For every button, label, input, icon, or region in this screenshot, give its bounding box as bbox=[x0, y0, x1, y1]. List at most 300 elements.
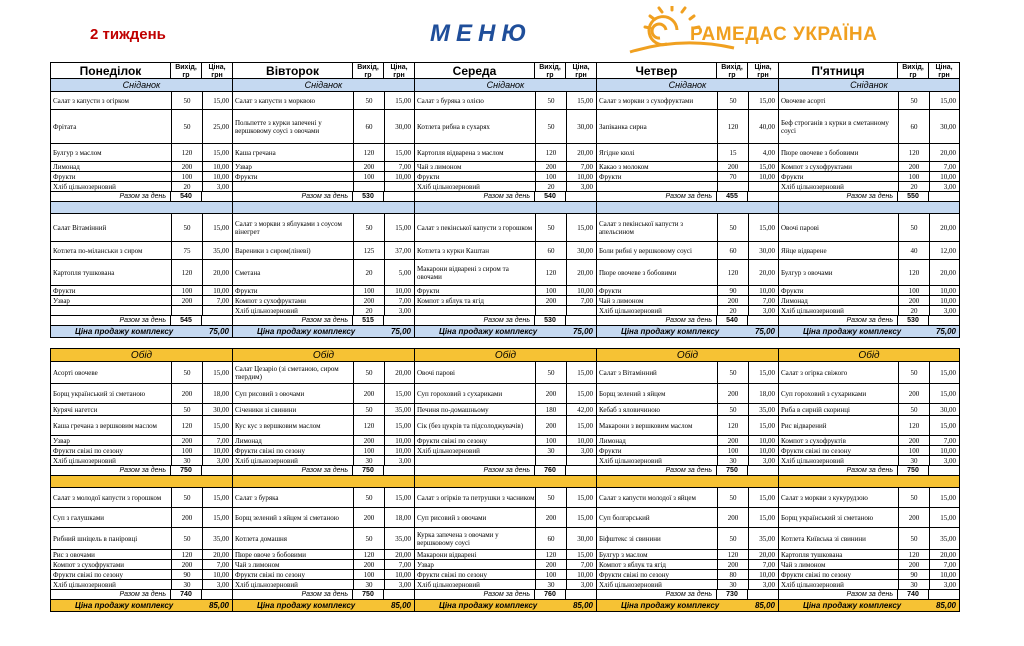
dish-price: 15,00 bbox=[202, 416, 232, 435]
dish-price: 30,00 bbox=[566, 242, 596, 259]
portion-grams: 75 bbox=[171, 242, 202, 259]
dish-price: 3,00 bbox=[202, 456, 232, 465]
dish-price: 15,00 bbox=[202, 214, 232, 241]
portion-grams: 20 bbox=[353, 260, 384, 285]
portion-grams: 200 bbox=[535, 508, 566, 527]
dish-price: 15,00 bbox=[929, 92, 959, 109]
dish-name: Фрітата bbox=[53, 122, 77, 131]
daily-total-value: 530 bbox=[897, 316, 928, 325]
dish-name: Салат Вітамінний bbox=[53, 223, 107, 232]
dish-price bbox=[566, 306, 596, 315]
portion-grams: 60 bbox=[535, 242, 566, 259]
menu-item-row bbox=[233, 172, 414, 182]
daily-total-label: Разом за день bbox=[301, 591, 348, 598]
daily-total-row bbox=[597, 316, 778, 326]
dish-name: Беф строганів з курки в сметанному соусі bbox=[781, 118, 889, 135]
complex-price-label: Ціна продажу комплексу bbox=[75, 601, 174, 610]
section-breakfast-label: Сніданок bbox=[51, 79, 232, 92]
menu-item-row bbox=[415, 528, 596, 550]
dish-price: 7,00 bbox=[929, 560, 959, 569]
day-header bbox=[51, 62, 232, 79]
dish-price: 10,00 bbox=[748, 436, 778, 445]
dish-price: 15,00 bbox=[566, 488, 596, 507]
portion-grams: 200 bbox=[898, 162, 929, 171]
menu-item-row bbox=[415, 488, 596, 508]
dish-price: 4,00 bbox=[748, 144, 778, 161]
dish-price: 7,00 bbox=[384, 560, 414, 569]
portion-grams: 120 bbox=[353, 416, 384, 435]
portion-grams: 50 bbox=[535, 92, 566, 109]
dish-price bbox=[384, 182, 414, 191]
dish-price: 3,00 bbox=[566, 446, 596, 455]
portion-grams: 50 bbox=[898, 488, 929, 507]
portion-grams: 100 bbox=[535, 570, 566, 579]
complex-price-label: Ціна продажу комплексу bbox=[621, 327, 720, 336]
complex-price-value: 85,00 bbox=[935, 601, 956, 610]
dish-name bbox=[597, 182, 717, 191]
menu-item-row bbox=[51, 362, 232, 384]
daily-total-value: 750 bbox=[352, 590, 383, 599]
dish-price: 15,00 bbox=[384, 384, 414, 403]
portion-grams: 200 bbox=[171, 384, 202, 403]
dish-name: Чай з лимоном bbox=[235, 560, 280, 569]
dish-price: 20,00 bbox=[929, 550, 959, 559]
dish-name: Фрукти свіжі по сезону bbox=[781, 570, 852, 579]
dish-name: Польпетте з курки запечені у вершковому соусі з овочами bbox=[235, 118, 322, 135]
day-header bbox=[233, 62, 414, 79]
dish-price: 15,00 bbox=[202, 92, 232, 109]
dish-name: Салат з огірків та петрушки з часником bbox=[417, 493, 535, 502]
portion-grams: 200 bbox=[171, 560, 202, 569]
complex-price-value: 85,00 bbox=[572, 601, 593, 610]
menu-item-row bbox=[597, 306, 778, 316]
dish-name: Узвар bbox=[235, 162, 252, 171]
portion-grams: 125 bbox=[353, 242, 384, 259]
dish-name: Овочі парові bbox=[417, 368, 455, 377]
portion-grams: 200 bbox=[898, 296, 929, 305]
dish-name: Рибний шніцель в паніровці bbox=[53, 534, 138, 543]
dish-name: Компот з сухофруктами bbox=[235, 296, 307, 305]
daily-total-empty bbox=[383, 316, 414, 325]
dish-name: Хліб цільнозерновий bbox=[235, 456, 298, 465]
menu-item-row bbox=[415, 242, 596, 260]
dish-price: 15,00 bbox=[748, 362, 778, 383]
dish-name: Фрукти свіжі по сезону bbox=[53, 446, 124, 455]
dish-name: Лимонад bbox=[53, 162, 80, 171]
lunch-block bbox=[50, 348, 972, 612]
dish-name: Хліб цільнозерновий bbox=[417, 580, 480, 589]
daily-total-row bbox=[779, 590, 959, 600]
complex-price-row bbox=[233, 600, 414, 612]
menu-item-row bbox=[51, 242, 232, 260]
dish-price: 15,00 bbox=[566, 92, 596, 109]
dish-name: Вареники з сиром(ліневі) bbox=[235, 246, 311, 255]
dish-name: Фрукти свіжі по сезону bbox=[235, 570, 306, 579]
menu-item-row bbox=[779, 456, 959, 466]
dish-name: Хліб цільнозерновий bbox=[235, 306, 298, 315]
menu-item-row bbox=[415, 560, 596, 570]
portion-grams bbox=[171, 306, 202, 315]
dish-name: Булгур з овочами bbox=[781, 268, 833, 277]
portion-grams: 50 bbox=[171, 404, 202, 415]
dish-price: 20,00 bbox=[929, 260, 959, 285]
complex-price-label: Ціна продажу комплексу bbox=[621, 601, 720, 610]
dish-name: Какао з молоком bbox=[599, 162, 649, 171]
complex-price-row bbox=[51, 600, 232, 612]
dish-price: 10,00 bbox=[929, 286, 959, 295]
dish-name: Котлета рибна в сухарях bbox=[417, 122, 490, 131]
dish-price: 12,00 bbox=[929, 242, 959, 259]
dish-price: 42,00 bbox=[566, 404, 596, 415]
menu-item-row bbox=[51, 456, 232, 466]
portion-grams: 50 bbox=[171, 92, 202, 109]
section-lunch-label: Обід bbox=[779, 349, 959, 362]
dish-name: Борщ зелений з яйцем зі сметаною bbox=[235, 513, 339, 522]
dish-name: Суп болгарський bbox=[599, 513, 650, 522]
menu-item-row bbox=[415, 92, 596, 110]
block-gap bbox=[50, 338, 972, 348]
daily-total-row bbox=[233, 590, 414, 600]
complex-price-row bbox=[779, 600, 959, 612]
column-vykhid-header: Вихід, гр bbox=[716, 63, 747, 78]
menu-item-row bbox=[233, 286, 414, 296]
dish-name: Фрукти bbox=[417, 286, 440, 295]
daily-total-empty bbox=[928, 466, 959, 475]
dish-price: 20,00 bbox=[384, 550, 414, 559]
dish-name: Хліб цільнозерновий bbox=[53, 456, 116, 465]
menu-item-row bbox=[597, 162, 778, 172]
daily-total-row bbox=[415, 316, 596, 326]
dish-name: Фрукти bbox=[599, 446, 622, 455]
dish-price: 15,00 bbox=[566, 508, 596, 527]
menu-item-row bbox=[779, 488, 959, 508]
portion-grams: 50 bbox=[353, 404, 384, 415]
dish-price: 40,00 bbox=[748, 110, 778, 143]
daily-total-value: 550 bbox=[897, 192, 928, 201]
dish-name: Сметана bbox=[235, 268, 261, 277]
menu-item-row bbox=[597, 92, 778, 110]
portion-grams: 200 bbox=[717, 296, 748, 305]
dish-name: Фрукти bbox=[781, 172, 804, 181]
dish-name: Боли рибні у вершковому соусі bbox=[599, 246, 692, 255]
portion-grams: 50 bbox=[171, 110, 202, 143]
menu-item-row bbox=[597, 242, 778, 260]
dish-price: 10,00 bbox=[748, 286, 778, 295]
daily-total-value: 750 bbox=[716, 466, 747, 475]
dish-name: Чай з лимоном bbox=[599, 296, 644, 305]
daily-total-empty bbox=[747, 192, 778, 201]
dish-price: 10,00 bbox=[202, 570, 232, 579]
portion-grams: 50 bbox=[717, 362, 748, 383]
menu-item-row bbox=[597, 560, 778, 570]
dish-price: 15,00 bbox=[566, 384, 596, 403]
dish-name: Кус кус з вершковим маслом bbox=[235, 421, 321, 430]
dish-price: 15,00 bbox=[202, 362, 232, 383]
portion-grams: 50 bbox=[898, 92, 929, 109]
portion-grams: 180 bbox=[535, 404, 566, 415]
dish-price: 15,00 bbox=[748, 488, 778, 507]
daily-total-label: Разом за день bbox=[665, 317, 712, 324]
day-name: Понеділок bbox=[79, 64, 142, 78]
dish-price: 15,00 bbox=[566, 362, 596, 383]
dish-price: 3,00 bbox=[748, 456, 778, 465]
daily-total-empty bbox=[928, 192, 959, 201]
column-vykhid-header: Вихід, гр bbox=[534, 63, 565, 78]
dish-price: 35,00 bbox=[748, 528, 778, 549]
dish-name: Салат з моркви з сухофруктами bbox=[599, 96, 694, 105]
daily-total-row bbox=[51, 590, 232, 600]
dish-name: Хліб цільнозерновий bbox=[417, 182, 480, 191]
dish-price: 7,00 bbox=[748, 560, 778, 569]
dish-name: Лимонад bbox=[235, 436, 262, 445]
daily-total-value: 730 bbox=[716, 590, 747, 599]
menu-item-row bbox=[779, 110, 959, 144]
dish-name: Січеники зі свинини bbox=[235, 405, 297, 414]
column-vykhid-header: Вихід, гр bbox=[352, 63, 383, 78]
dish-name: Суп рисовий з овочами bbox=[235, 389, 305, 398]
portion-grams: 90 bbox=[171, 570, 202, 579]
dish-price: 10,00 bbox=[384, 286, 414, 295]
portion-grams: 200 bbox=[171, 162, 202, 171]
dish-name: Суп гороховий з сухариками bbox=[781, 389, 867, 398]
day-name: П'ятниця bbox=[811, 64, 865, 78]
daily-total-label: Разом за день bbox=[119, 193, 166, 200]
menu-item-row bbox=[51, 528, 232, 550]
dish-name: Салат з пекінської капусти з горошком bbox=[417, 223, 533, 232]
complex-price-row bbox=[51, 326, 232, 338]
portion-grams: 200 bbox=[353, 296, 384, 305]
daily-total-label: Разом за день bbox=[119, 591, 166, 598]
section-lunch-label: Обід bbox=[597, 349, 778, 362]
daily-total-label: Разом за день bbox=[846, 591, 893, 598]
daily-total-label: Разом за день bbox=[846, 467, 893, 474]
daily-total-label: Разом за день bbox=[846, 193, 893, 200]
dish-name: Салат з капусти з огірком bbox=[53, 96, 129, 105]
menu-item-row bbox=[51, 182, 232, 192]
menu-item-row bbox=[597, 550, 778, 560]
daily-total-empty bbox=[383, 466, 414, 475]
daily-total-empty bbox=[201, 590, 232, 599]
dish-name: Кебаб з яловичиною bbox=[599, 405, 661, 414]
dish-price: 10,00 bbox=[929, 446, 959, 455]
day-column-lunch bbox=[232, 348, 414, 612]
menu-item-row bbox=[233, 362, 414, 384]
dish-price: 7,00 bbox=[202, 296, 232, 305]
dish-price: 15,00 bbox=[929, 384, 959, 403]
dish-price: 3,00 bbox=[929, 580, 959, 589]
menu-item-row bbox=[233, 92, 414, 110]
menu-item-row bbox=[597, 296, 778, 306]
portion-grams: 200 bbox=[535, 162, 566, 171]
daily-total-value: 750 bbox=[352, 466, 383, 475]
dish-name: Салат з буряка bbox=[235, 493, 279, 502]
day-header bbox=[415, 62, 596, 79]
menu-item-row bbox=[415, 286, 596, 296]
portion-grams: 50 bbox=[171, 214, 202, 241]
dish-name: Хліб цільнозерновий bbox=[599, 456, 662, 465]
portion-grams: 100 bbox=[171, 286, 202, 295]
logo-text: РАМЕДАС УКРАЇНА bbox=[690, 24, 878, 45]
portion-grams: 100 bbox=[353, 570, 384, 579]
complex-price-label: Ціна продажу комплексу bbox=[257, 327, 356, 336]
menu-item-row bbox=[233, 182, 414, 192]
daily-total-label: Разом за день bbox=[301, 193, 348, 200]
daily-total-empty bbox=[747, 466, 778, 475]
menu-item-row bbox=[597, 384, 778, 404]
section-spacer bbox=[597, 476, 778, 488]
portion-grams: 60 bbox=[353, 110, 384, 143]
daily-total-empty bbox=[747, 590, 778, 599]
dish-name: Фрукти bbox=[417, 172, 440, 181]
menu-item-row bbox=[51, 306, 232, 316]
complex-price-label: Ціна продажу комплексу bbox=[257, 601, 356, 610]
daily-total-empty bbox=[201, 316, 232, 325]
daily-total-row bbox=[51, 466, 232, 476]
daily-total-value: 740 bbox=[897, 590, 928, 599]
menu-item-row bbox=[415, 508, 596, 528]
dish-name: Фрукти bbox=[781, 286, 804, 295]
dish-price: 20,00 bbox=[929, 144, 959, 161]
section-spacer bbox=[779, 476, 959, 488]
menu-item-row bbox=[415, 456, 596, 466]
portion-grams: 50 bbox=[353, 488, 384, 507]
section-spacer bbox=[51, 476, 232, 488]
menu-item-row bbox=[51, 550, 232, 560]
portion-grams: 100 bbox=[535, 172, 566, 181]
daily-total-row bbox=[779, 466, 959, 476]
dish-price: 20,00 bbox=[384, 362, 414, 383]
portion-grams: 50 bbox=[898, 528, 929, 549]
menu-item-row bbox=[233, 260, 414, 286]
dish-price: 10,00 bbox=[566, 172, 596, 181]
dish-price: 7,00 bbox=[202, 436, 232, 445]
daily-total-row bbox=[51, 192, 232, 202]
menu-item-row bbox=[415, 172, 596, 182]
dish-name: Фрукти свіжі по сезону bbox=[417, 436, 488, 445]
day-column-breakfast bbox=[232, 62, 414, 338]
dish-name: Пюре овочеве з бобовими bbox=[599, 268, 677, 277]
dish-name: Салат з буряка з олією bbox=[417, 96, 484, 105]
column-tsina-header: Ціна, грн bbox=[383, 63, 414, 78]
portion-grams: 120 bbox=[353, 144, 384, 161]
menu-item-row bbox=[233, 446, 414, 456]
dish-name: Салат з моркви з яблуками з соусом вінегрет bbox=[235, 219, 342, 236]
section-spacer bbox=[51, 202, 232, 214]
menu-item-row bbox=[779, 242, 959, 260]
menu-item-row bbox=[233, 162, 414, 172]
dish-price: 3,00 bbox=[384, 306, 414, 315]
dish-price: 35,00 bbox=[202, 528, 232, 549]
breakfast-block bbox=[50, 62, 972, 338]
day-header bbox=[779, 62, 959, 79]
dish-name: Хліб цільнозерновий bbox=[235, 580, 298, 589]
day-column-breakfast bbox=[414, 62, 596, 338]
complex-price-row bbox=[597, 326, 778, 338]
portion-grams: 20 bbox=[535, 182, 566, 191]
menu-item-row bbox=[51, 570, 232, 580]
menu-item-row bbox=[779, 144, 959, 162]
dish-name: Компот з сухофруктами bbox=[781, 162, 853, 171]
portion-grams: 80 bbox=[717, 570, 748, 579]
menu-item-row bbox=[51, 260, 232, 286]
dish-price: 10,00 bbox=[929, 570, 959, 579]
dish-name: Картопля тушкована bbox=[53, 268, 115, 277]
daily-total-value: 530 bbox=[352, 192, 383, 201]
portion-grams: 120 bbox=[171, 416, 202, 435]
dish-name: Суп з галушками bbox=[53, 513, 105, 522]
dish-name: Фрукти bbox=[599, 286, 622, 295]
portion-grams: 100 bbox=[535, 286, 566, 295]
menu-item-row bbox=[779, 286, 959, 296]
menu-item-row bbox=[597, 182, 778, 192]
portion-grams: 20 bbox=[171, 182, 202, 191]
daily-total-row bbox=[597, 590, 778, 600]
dish-price: 30,00 bbox=[384, 110, 414, 143]
complex-price-value: 85,00 bbox=[390, 601, 411, 610]
menu-item-row bbox=[51, 436, 232, 446]
portion-grams: 200 bbox=[171, 508, 202, 527]
dish-price: 15,00 bbox=[384, 144, 414, 161]
portion-grams: 120 bbox=[898, 550, 929, 559]
section-spacer bbox=[415, 202, 596, 214]
portion-grams: 30 bbox=[898, 580, 929, 589]
dish-price: 10,00 bbox=[566, 436, 596, 445]
portion-grams: 90 bbox=[717, 286, 748, 295]
section-spacer bbox=[233, 202, 414, 214]
menu-item-row bbox=[233, 508, 414, 528]
portion-grams: 120 bbox=[171, 550, 202, 559]
dish-name: Хліб цільнозерновий bbox=[781, 580, 844, 589]
dish-name: Хліб цільнозерновий bbox=[417, 446, 480, 455]
portion-grams: 120 bbox=[171, 260, 202, 285]
portion-grams: 30 bbox=[717, 580, 748, 589]
dish-price: 15,00 bbox=[748, 214, 778, 241]
complex-price-row bbox=[415, 600, 596, 612]
menu-item-row bbox=[779, 436, 959, 446]
menu-item-row bbox=[415, 384, 596, 404]
dish-price: 18,00 bbox=[384, 508, 414, 527]
portion-grams: 50 bbox=[898, 404, 929, 415]
menu-item-row bbox=[779, 560, 959, 570]
daily-total-value: 515 bbox=[352, 316, 383, 325]
menu-item-row bbox=[597, 508, 778, 528]
menu-item-row bbox=[597, 286, 778, 296]
dish-name: Рис з овочами bbox=[53, 550, 95, 559]
menu-item-row bbox=[779, 570, 959, 580]
dish-price: 35,00 bbox=[929, 528, 959, 549]
dish-name: Борщ український зі сметаною bbox=[53, 389, 146, 398]
menu-item-row bbox=[779, 182, 959, 192]
portion-grams: 200 bbox=[535, 560, 566, 569]
day-column-breakfast bbox=[596, 62, 778, 338]
day-column-breakfast bbox=[50, 62, 232, 338]
dish-price: 25,00 bbox=[202, 110, 232, 143]
menu-table bbox=[50, 62, 972, 612]
dish-name bbox=[51, 306, 171, 315]
daily-total-row bbox=[779, 316, 959, 326]
portion-grams: 50 bbox=[717, 214, 748, 241]
menu-item-row bbox=[415, 110, 596, 144]
daily-total-label: Разом за день bbox=[483, 591, 530, 598]
menu-item-row bbox=[415, 144, 596, 162]
dish-price: 10,00 bbox=[202, 162, 232, 171]
dish-price: 10,00 bbox=[566, 286, 596, 295]
daily-total-empty bbox=[928, 316, 959, 325]
menu-item-row bbox=[415, 260, 596, 286]
dish-price: 15,00 bbox=[384, 416, 414, 435]
column-tsina-header: Ціна, грн bbox=[565, 63, 596, 78]
dish-name: Фрукти bbox=[235, 172, 258, 181]
